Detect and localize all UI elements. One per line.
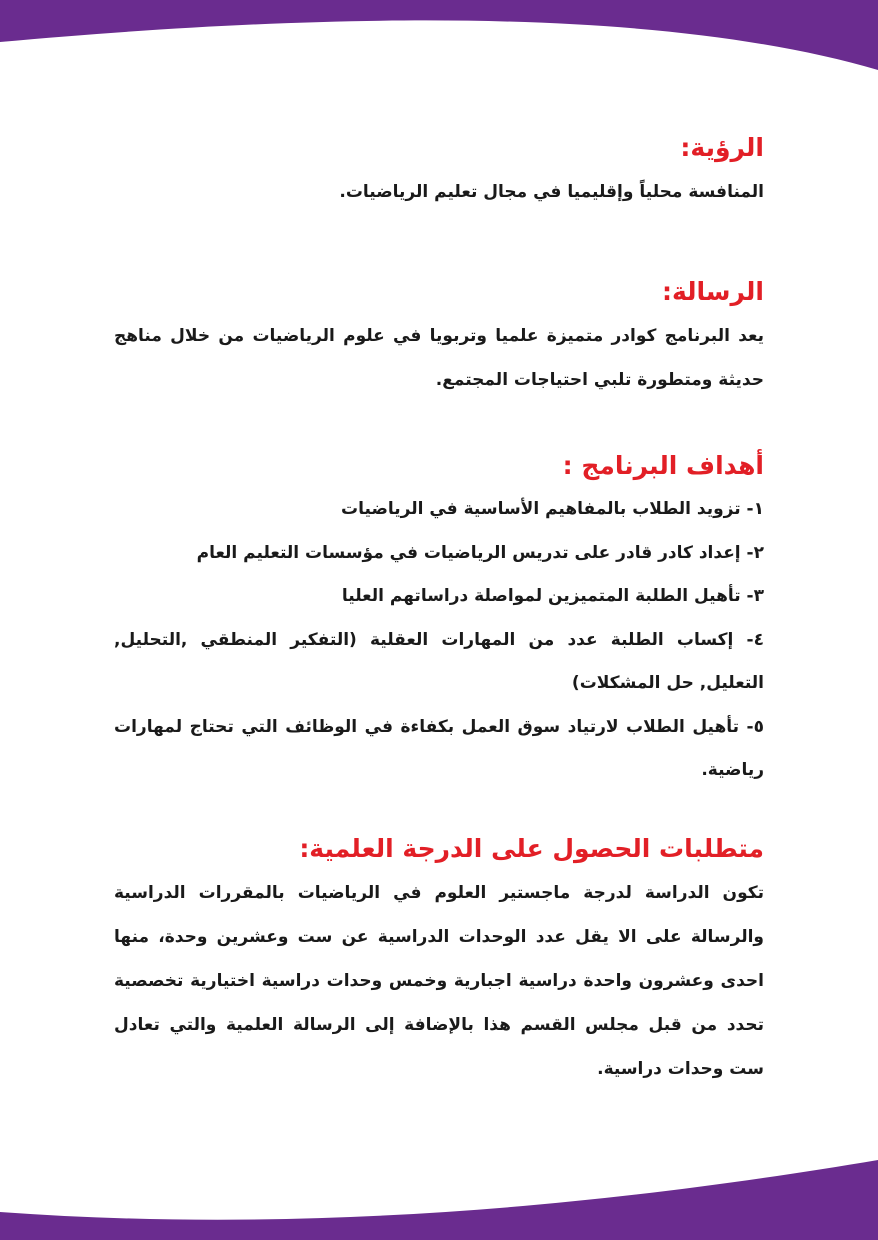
requirements-heading: متطلبات الحصول على الدرجة العلمية: — [299, 833, 764, 863]
requirements-text: تكون الدراسة لدرجة ماجستير العلوم في الرياضيات بالمقررات الدراسية والرسالة على الا يقل عدد الوحدات الدراسية عن ست وعشرين وحدة، منها احدى وعشرون واحدة دراسية اجبارية وخمس وحدات دراسية اختيارية تخصصية تحدد من قبل مجلس القسم هذا بالإضافة إلى الرسالة العلمية والتي تعادل ست وحدات دراسية. — [114, 882, 764, 1079]
vision-heading: الرؤية: — [680, 133, 764, 162]
bottom-purple-band — [0, 1120, 878, 1240]
requirements-section — [114, 827, 764, 1091]
vision-section — [114, 126, 764, 214]
mission-section — [114, 270, 764, 402]
document-body — [114, 126, 764, 1091]
goal-item-5: ٥- تأهيل الطلاب لارتياد سوق العمل بكفاءة في الوظائف التي تحتاج لمهارات رياضية. — [114, 716, 764, 780]
goal-item-1: ١- تزويد الطلاب بالمفاهيم الأساسية في الرياضيات — [341, 499, 764, 519]
goal-item-4: ٤- إكساب الطلبة عدد من المهارات العقلية (التفكير المنطقي ,التحليل, التعليل, حل المشكلات) — [114, 629, 764, 693]
mission-text: يعد البرنامج كوادر متميزة علميا وتربويا في علوم الرياضيات من خلال مناهج حديثة ومتطورة تلبي احتياجات المجتمع. — [114, 326, 764, 390]
goal-item-2: ٢- إعداد كادر قادر على تدريس الرياضيات في مؤسسات التعليم العام — [196, 542, 764, 563]
goal-item-3: ٣- تأهيل الطلبة المتميزين لمواصلة دراساتهم العليا — [341, 586, 764, 606]
goals-heading: أهداف البرنامج : — [562, 451, 764, 480]
top-purple-band — [0, 0, 878, 70]
mission-heading: الرسالة: — [661, 277, 764, 306]
goals-section — [114, 444, 764, 793]
vision-text: المنافسة محلياً وإقليميا في مجال تعليم الرياضيات. — [339, 182, 764, 202]
goals-list — [114, 488, 764, 793]
